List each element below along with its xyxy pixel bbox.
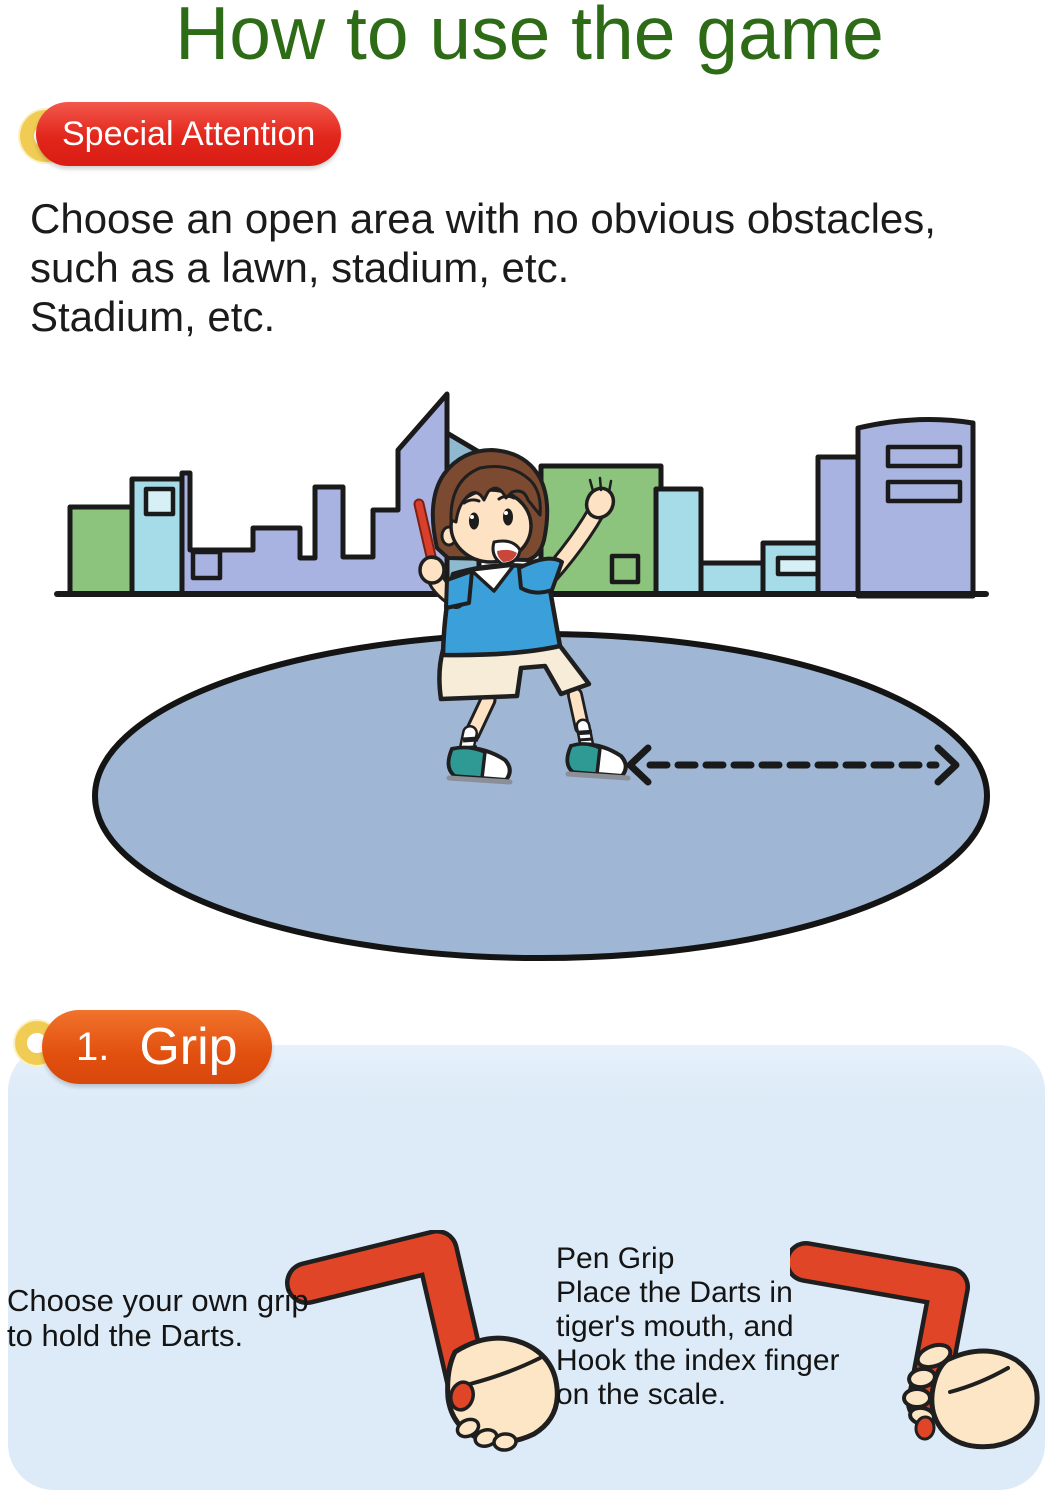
grip-caption-left	[7, 1283, 309, 1353]
pen-grip-hand-icon	[904, 1341, 1037, 1447]
special-attention-badge	[20, 102, 341, 166]
boomerang-icon	[307, 1251, 468, 1385]
grip-caption-right-line-4: Hook the index finger	[556, 1344, 840, 1377]
grip-caption-left-line-2: to hold the Darts.	[7, 1318, 244, 1353]
grip-step-number: 1.	[76, 1024, 110, 1069]
city-scene-illustration	[0, 388, 1059, 988]
play-area-ellipse	[95, 634, 987, 958]
grip-caption-right-line-1: Pen Grip	[556, 1242, 675, 1275]
grip-badge	[15, 1010, 272, 1084]
intro-line-3: Stadium, etc.	[30, 293, 276, 340]
grip-caption-right-line-2: Place the Darts in	[556, 1276, 793, 1309]
fist-hand-icon	[448, 1338, 558, 1451]
intro-line-1: Choose an open area with no obvious obstacles,	[30, 195, 936, 242]
page-title: How to use the game	[175, 0, 884, 75]
grip-step-label: Grip	[139, 1018, 238, 1076]
grip-badge-pill	[42, 1010, 272, 1084]
grip-caption-right-line-3: tiger's mouth, and	[556, 1310, 794, 1343]
intro-line-2: such as a lawn, stadium, etc.	[30, 244, 570, 291]
grip-caption-right-line-5: on the scale.	[556, 1378, 727, 1411]
intro-paragraph	[30, 194, 1020, 341]
boomerang-hand-grip-illustration	[270, 1230, 580, 1465]
grip-caption-left-line-1: Choose your own grip	[7, 1283, 309, 1318]
special-attention-label: Special Attention	[36, 102, 341, 166]
grip-caption-right	[556, 1242, 840, 1412]
